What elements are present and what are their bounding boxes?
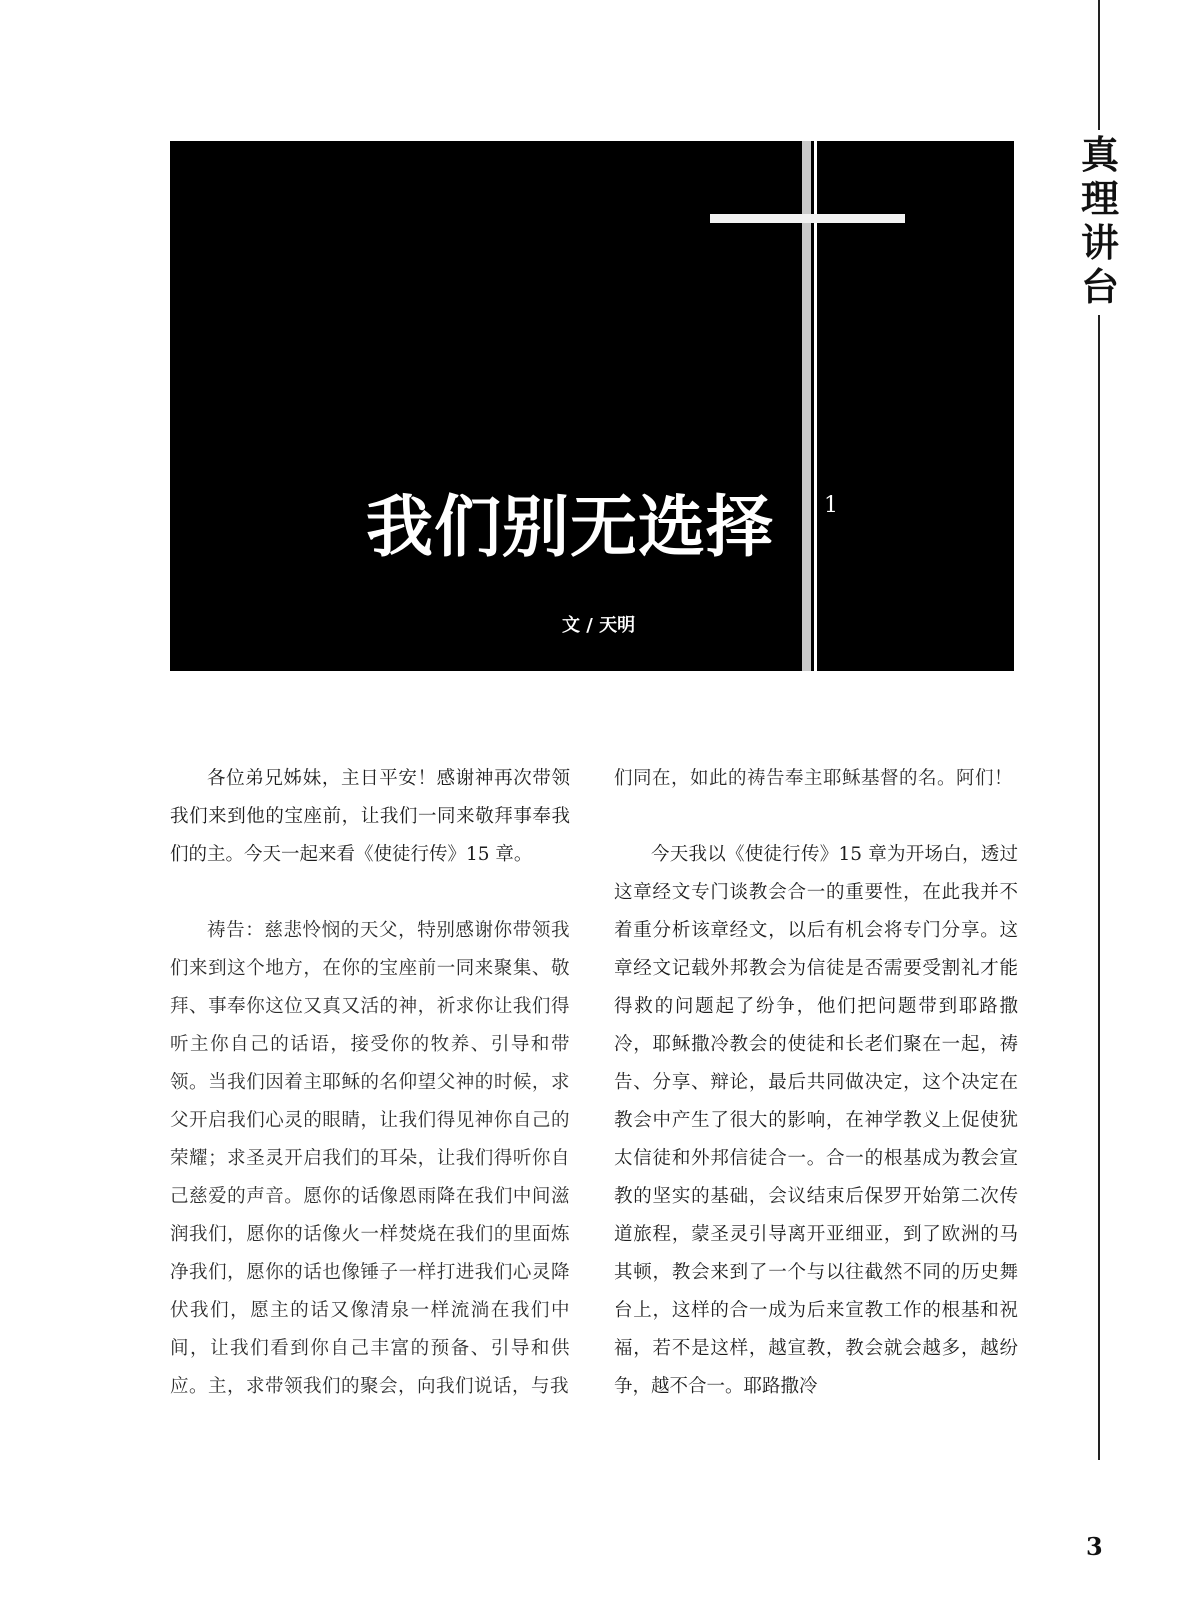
article-author: 文 / 天明 bbox=[562, 615, 636, 636]
page-number: 3 bbox=[1086, 1532, 1103, 1561]
cross-horizontal-bar bbox=[710, 214, 905, 223]
main-paragraph: 今天我以《使徒行传》15 章为开场白，透过这章经文专门谈教会合一的重要性，在此我并不着重分析该章经文，以后有机会将专门分享。这章经文记载外邦教会为信徒是否需要受割礼才能得救的问题起了纷争，他们把问题带到耶路撒冷，耶稣撒冷教会的使徒和长老们聚在一起，祷告、分享、辩论，最后共同做决定，这个决定在教会中产生了很大的影响，在神学教义上促使犹太信徒和外邦信徒合一。合一的根基成为教会宣教的坚实的基础，会议结束后保罗开始第二次传道旅程，蒙圣灵引导离开亚细亚，到了欧洲的马其顿，教会来到了一个与以往截然不同的历史舞台上，这样的合一成为后来宣教工作的根基和祝福，若不是这样，越宣教，教会就会越多，越纷争，越不合一。耶路撒冷 bbox=[614, 844, 1018, 1397]
section-title bbox=[1080, 133, 1120, 309]
article-part-number: 1 bbox=[824, 493, 838, 518]
body-column-left bbox=[170, 760, 570, 1406]
section-title-char: 理 bbox=[1080, 176, 1119, 221]
side-rule-bottom bbox=[1098, 315, 1100, 1460]
prayer-paragraph: 祷告：慈悲怜悯的天父，特别感谢你带领我们来到这个地方，在你的宝座前一同来聚集、敬拜、事奉你这位又真又活的神，祈求你让我们得听主你自己的话语，接受你的牧养、引导和带领。当我们因着主耶稣的名仰望父神的时候，求父开启我们心灵的眼睛，让我们得见神你自己的荣耀；求圣灵开启我们的耳朵，让我们得听你自己慈爱的声音。愿你的话像恩雨降在我们中间滋润我们，愿你的话像火一样焚烧在我们的里面炼净我们，愿你的话也像锤子一样打进我们心灵降伏我们，愿主的话又像清泉一样流淌在我们中间，让我们看到你自己丰富的预备、引导和供应。主，求带领我们的聚会，向我们说话，与我 bbox=[170, 920, 570, 1397]
greeting-paragraph: 各位弟兄姊妹，主日平安！感谢神再次带领我们来到他的宝座前，让我们一同来敬拜事奉我们的主。今天一起来看《使徒行传》15 章。 bbox=[170, 768, 570, 865]
article-title: 我们别无选择 bbox=[366, 488, 774, 566]
prayer-continuation: 们同在，如此的祷告奉主耶稣基督的名。阿们！ bbox=[614, 768, 1014, 789]
side-rule-top bbox=[1098, 0, 1100, 130]
section-title-char: 真 bbox=[1080, 132, 1119, 177]
section-title-char: 台 bbox=[1080, 264, 1119, 309]
hero-banner bbox=[170, 141, 1014, 671]
section-title-char: 讲 bbox=[1080, 220, 1119, 265]
body-column-right bbox=[614, 760, 1018, 1406]
